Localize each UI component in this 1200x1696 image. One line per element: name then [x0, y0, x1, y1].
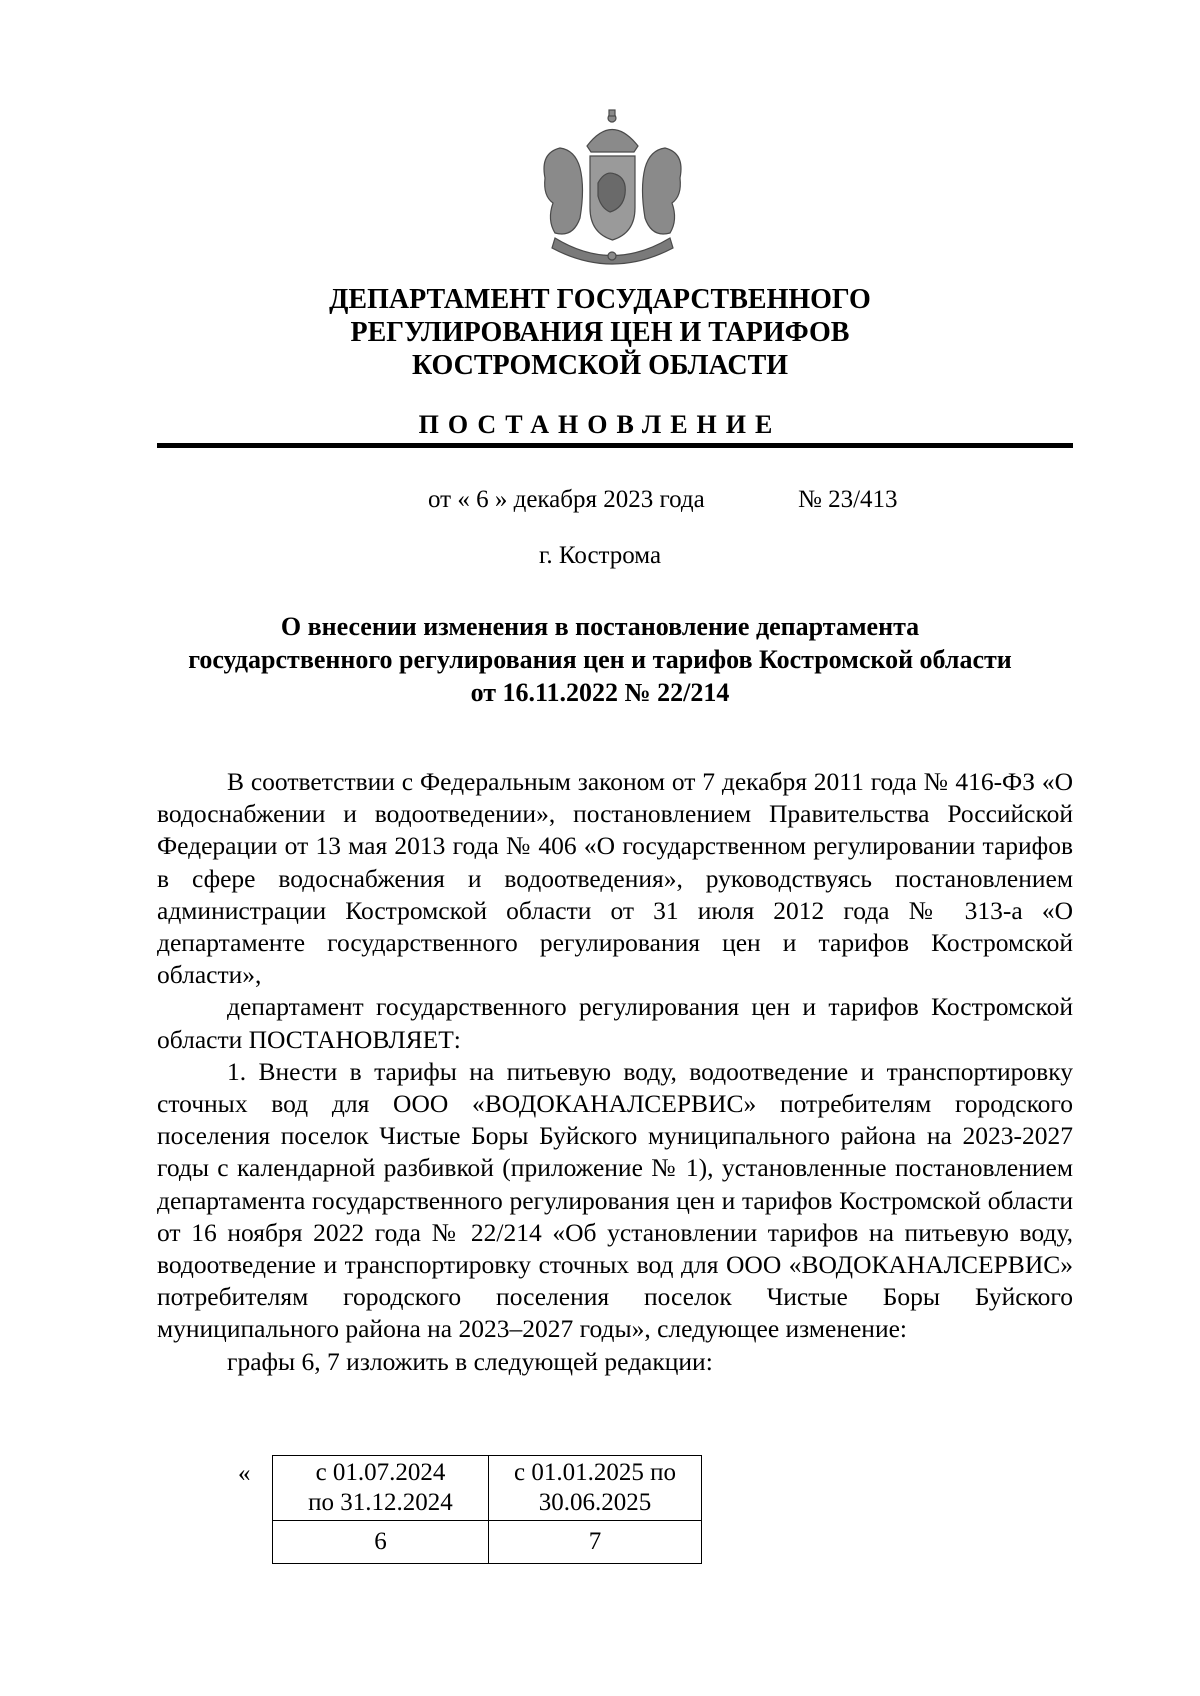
column-7-header: [489, 1456, 702, 1521]
subject-line-1: О внесении изменения в постановление департамента: [280, 612, 920, 641]
department-name-line-1: ДЕПАРТАМЕНТ ГОСУДАРСТВЕННОГО: [329, 284, 871, 315]
subject-line-3: от 16.11.2022 № 22/214: [470, 678, 730, 707]
document-number: № 23/413: [798, 486, 898, 513]
column-6-number: 6: [273, 1521, 489, 1564]
subject-line-2: государственного регулирования цен и тарифов Костромской области: [188, 645, 1012, 674]
document-date: от « 6 » декабря 2023 года: [428, 486, 705, 513]
column-6-header-line-2: по 31.12.2024: [308, 1489, 453, 1516]
amendment-table: [272, 1455, 702, 1564]
kostroma-region-coat-of-arms-icon: [535, 108, 690, 268]
columns-intro: графы 6, 7 изложить в следующей редакции:: [227, 1346, 713, 1376]
document-body: [157, 766, 1073, 1378]
column-6-header-line-1: с 01.07.2024: [315, 1459, 446, 1486]
open-quote: «: [238, 1460, 251, 1487]
department-name-line-3: КОСТРОМСКОЙ ОБЛАСТИ: [411, 350, 789, 381]
resolves-paragraph: департамент государственного регулирования цен и тарифов Костромской области ПОСТАНОВЛЯЕТ:: [157, 992, 1073, 1054]
document-city: г. Кострома: [538, 542, 662, 569]
column-7-header-line-2: 30.06.2025: [538, 1489, 652, 1516]
department-name-line-2: РЕГУЛИРОВАНИЯ ЦЕН И ТАРИФОВ: [350, 317, 850, 348]
column-7-number: 7: [489, 1521, 702, 1564]
document-type: ПОСТАНОВЛЕНИЕ: [418, 410, 782, 439]
column-7-header-line-1: с 01.01.2025 по: [514, 1459, 676, 1486]
item-1-paragraph: 1. Внести в тарифы на питьевую воду, водоотведение и транспортировку сточных вод для ООО «ВОДОКАНАЛСЕРВИС» потребителям городского поселения поселок Чистые Боры Буйского муниципального района на 2023-2027 годы с календарной разбивкой (приложение № 1), установленные постановлением департамента государственного регулирования цен и тарифов Костромской области от 16 ноября 2022 года № 22/214 «Об установлении тарифов на питьевую воду, водоотведение и транспортировку сточных вод для ООО «ВОДОКАНАЛСЕРВИС» потребителям городского поселения поселок Чистые Боры Буйского муниципального района на 2023–2027 годы», следующее изменение:: [157, 1056, 1073, 1344]
column-6-header: [273, 1456, 489, 1521]
header-divider: [157, 443, 1073, 448]
preamble-paragraph: В соответствии с Федеральным законом от 7 декабря 2011 года № 416-ФЗ «О водоснабжении и водоотведении», постановлением Правительства Российской Федерации от 13 мая 2013 года № 406 «О государственном регулировании тарифов в сфере водоснабжения и водоотведения», руководствуясь постановлением администрации Костромской области от 31 июля 2012 года № 313-а «О департаменте государственного регулирования цен и тарифов Костромской области»,: [157, 767, 1073, 990]
